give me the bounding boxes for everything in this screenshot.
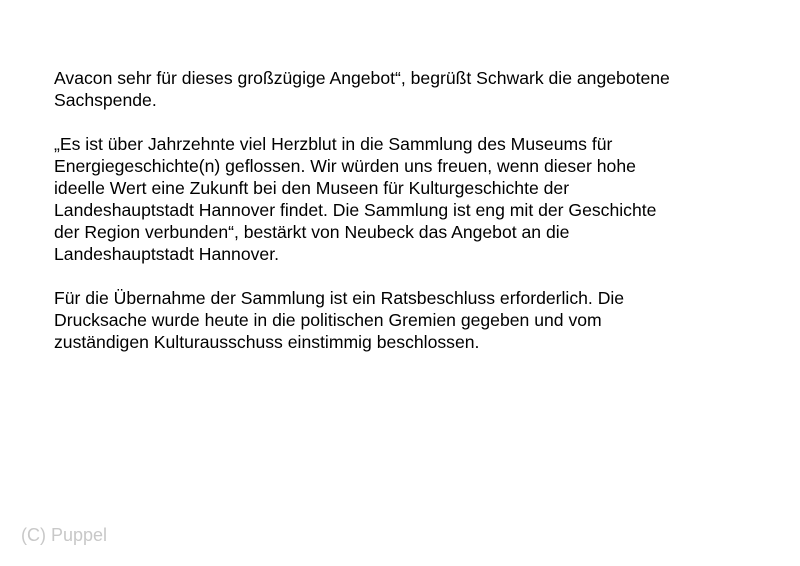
copyright-watermark: (C) Puppel (21, 525, 108, 545)
paragraph-3: Für die Übernahme der Sammlung ist ein Ratsbeschluss erforderlich. Die Drucksache wurde heute in die politischen Gremien gegeben und vom zuständigen Kulturausschuss einstimmig beschlossen. (54, 288, 625, 352)
paragraph-1: Avacon sehr für dieses großzügige Angebot“, begrüßt Schwark die angebotene Sachspende. (54, 68, 670, 110)
paragraph-2: „Es ist über Jahrzehnte viel Herzblut in die Sammlung des Museums für Energiegeschichte(n) geflossen. Wir würden uns freuen, wenn dieser hohe ideelle Wert eine Zukunft bei den Museen für Kulturgeschichte der Landeshauptstadt Hannover findet. Die Sammlung ist eng mit der Geschichte der Region verbunden“, bestärkt von Neubeck das Angebot an die Landeshauptstadt Hannover. (54, 134, 657, 264)
article-text (54, 67, 754, 353)
